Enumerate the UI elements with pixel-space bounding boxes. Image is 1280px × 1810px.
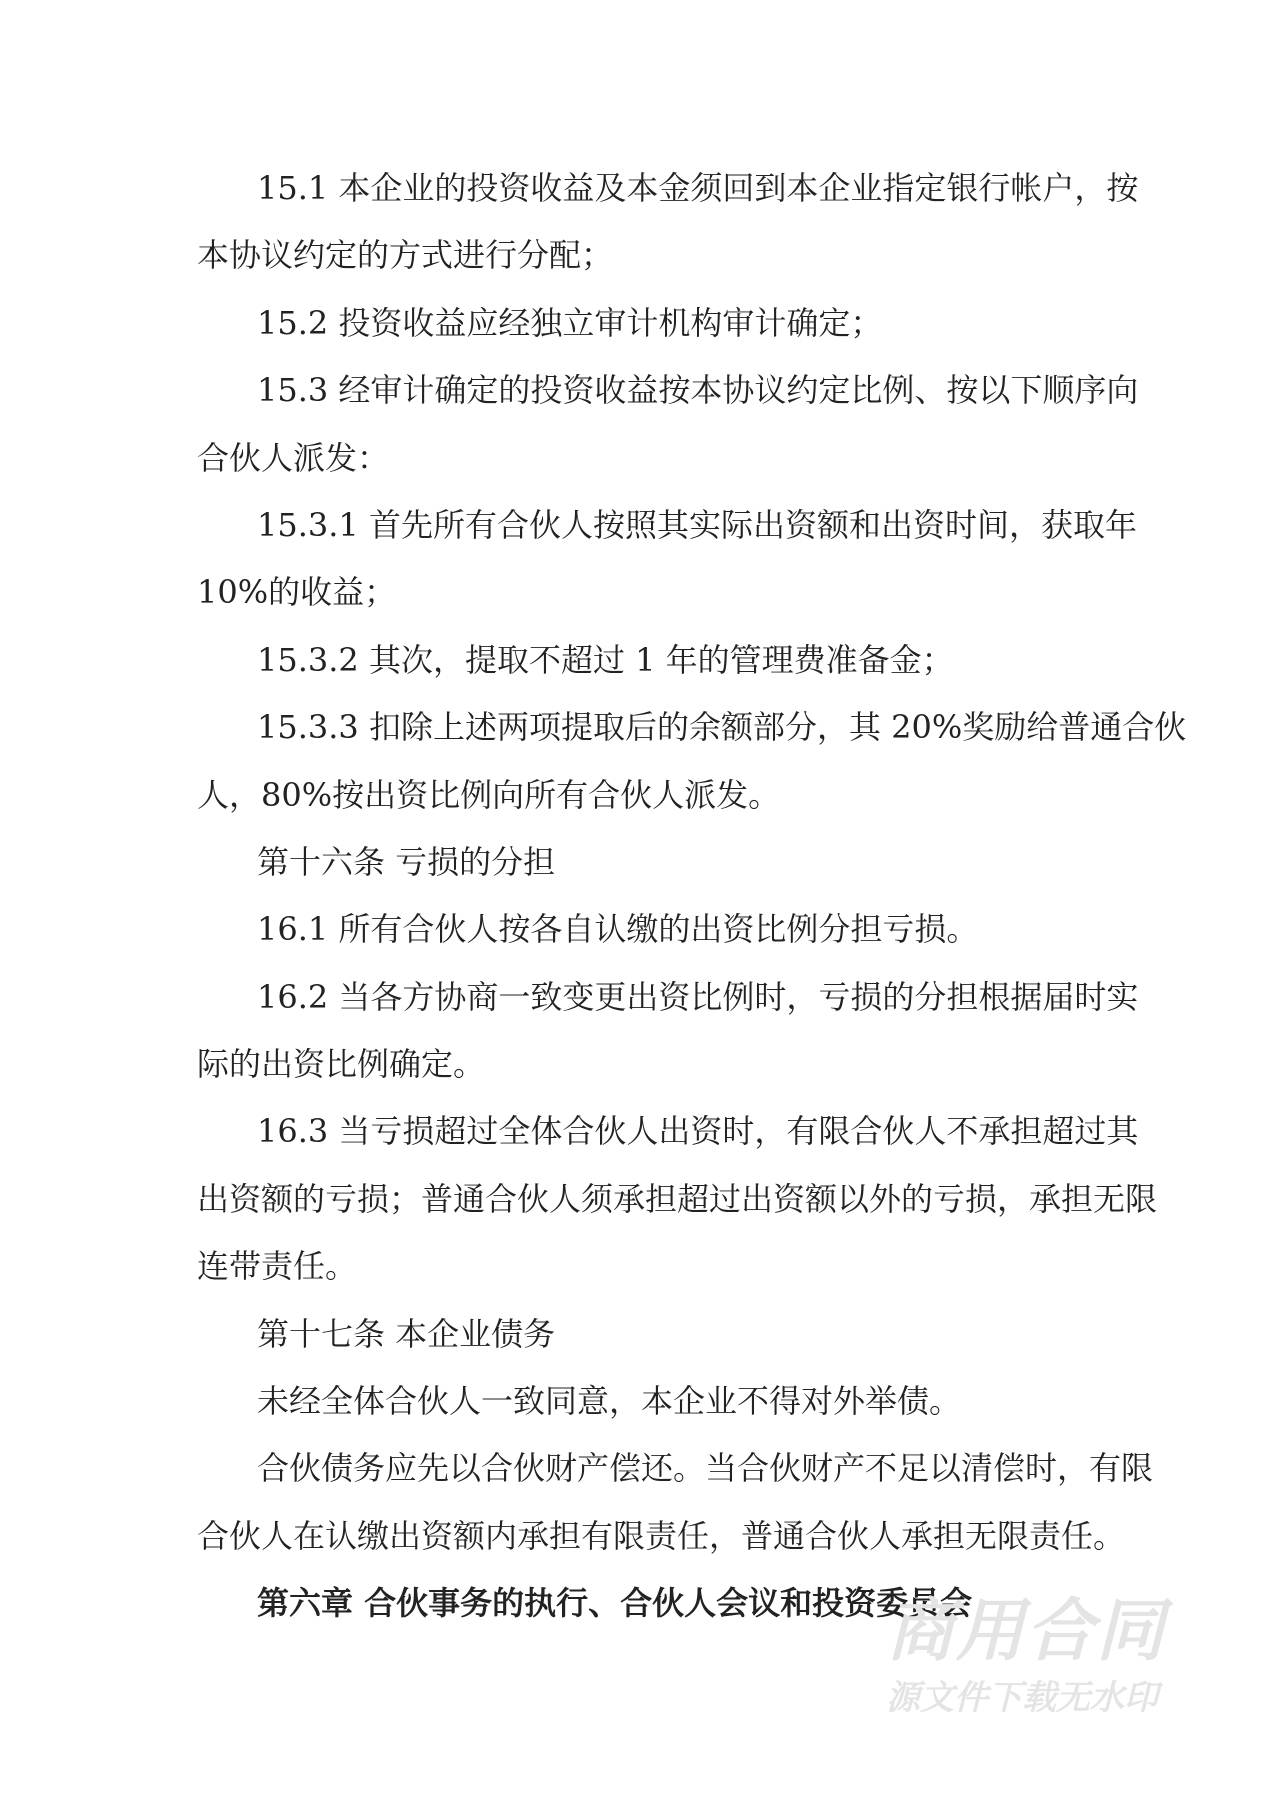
text-line: 本协议约定的方式进行分配； — [197, 236, 614, 275]
watermark-title: 商用合同 — [886, 1592, 1167, 1671]
text-line: 人，80%按出资比例向所有合伙人派发。 — [197, 775, 781, 814]
text-line: 合伙人派发： — [197, 438, 390, 477]
text-line: 第十七条 本企业债务 — [257, 1314, 556, 1353]
text-line: 15.3.2 其次，提取不超过 1 年的管理费准备金； — [257, 640, 954, 679]
text-line: 15.3 经审计确定的投资收益按本协议约定比例、按以下顺序向 — [257, 371, 1139, 410]
text-line: 出资额的亏损；普通合伙人须承担超过出资额以外的亏损，承担无限 — [197, 1179, 1158, 1218]
text-line: 际的出资比例确定。 — [197, 1045, 486, 1084]
text-line: 合伙债务应先以合伙财产偿还。当合伙财产不足以清偿时，有限 — [257, 1449, 1154, 1488]
text-line: 15.2 投资收益应经独立审计机构审计确定； — [257, 303, 883, 342]
text-line: 15.1 本企业的投资收益及本金须回到本企业指定银行帐户，按 — [257, 169, 1139, 207]
text-line: 第十六条 亏损的分担 — [257, 842, 556, 881]
text-line: 合伙人在认缴出资额内承担有限责任，普通合伙人承担无限责任。 — [197, 1516, 1126, 1555]
text-line: 连带责任。 — [197, 1247, 358, 1286]
text-line: 10%的收益； — [197, 573, 397, 612]
text-line: 未经全体合伙人一致同意，本企业不得对外举债。 — [257, 1382, 962, 1421]
text-line: 16.3 当亏损超过全体合伙人出资时，有限合伙人不承担超过其 — [257, 1112, 1139, 1151]
chapter-heading: 第六章 合伙事务的执行、合伙人会议和投资委员会 — [257, 1584, 973, 1623]
text-line: 15.3.3 扣除上述两项提取后的余额部分，其 20%奖励给普通合伙 — [257, 708, 1187, 747]
text-line: 16.2 当各方协商一致变更出资比例时，亏损的分担根据届时实 — [257, 977, 1139, 1016]
watermark-subtitle: 源文件下载无水印 — [886, 1678, 1158, 1718]
text-line: 16.1 所有合伙人按各自认缴的出资比例分担亏损。 — [257, 910, 979, 949]
text-line: 15.3.1 首先所有合伙人按照其实际出资额和出资时间，获取年 — [257, 505, 1137, 544]
